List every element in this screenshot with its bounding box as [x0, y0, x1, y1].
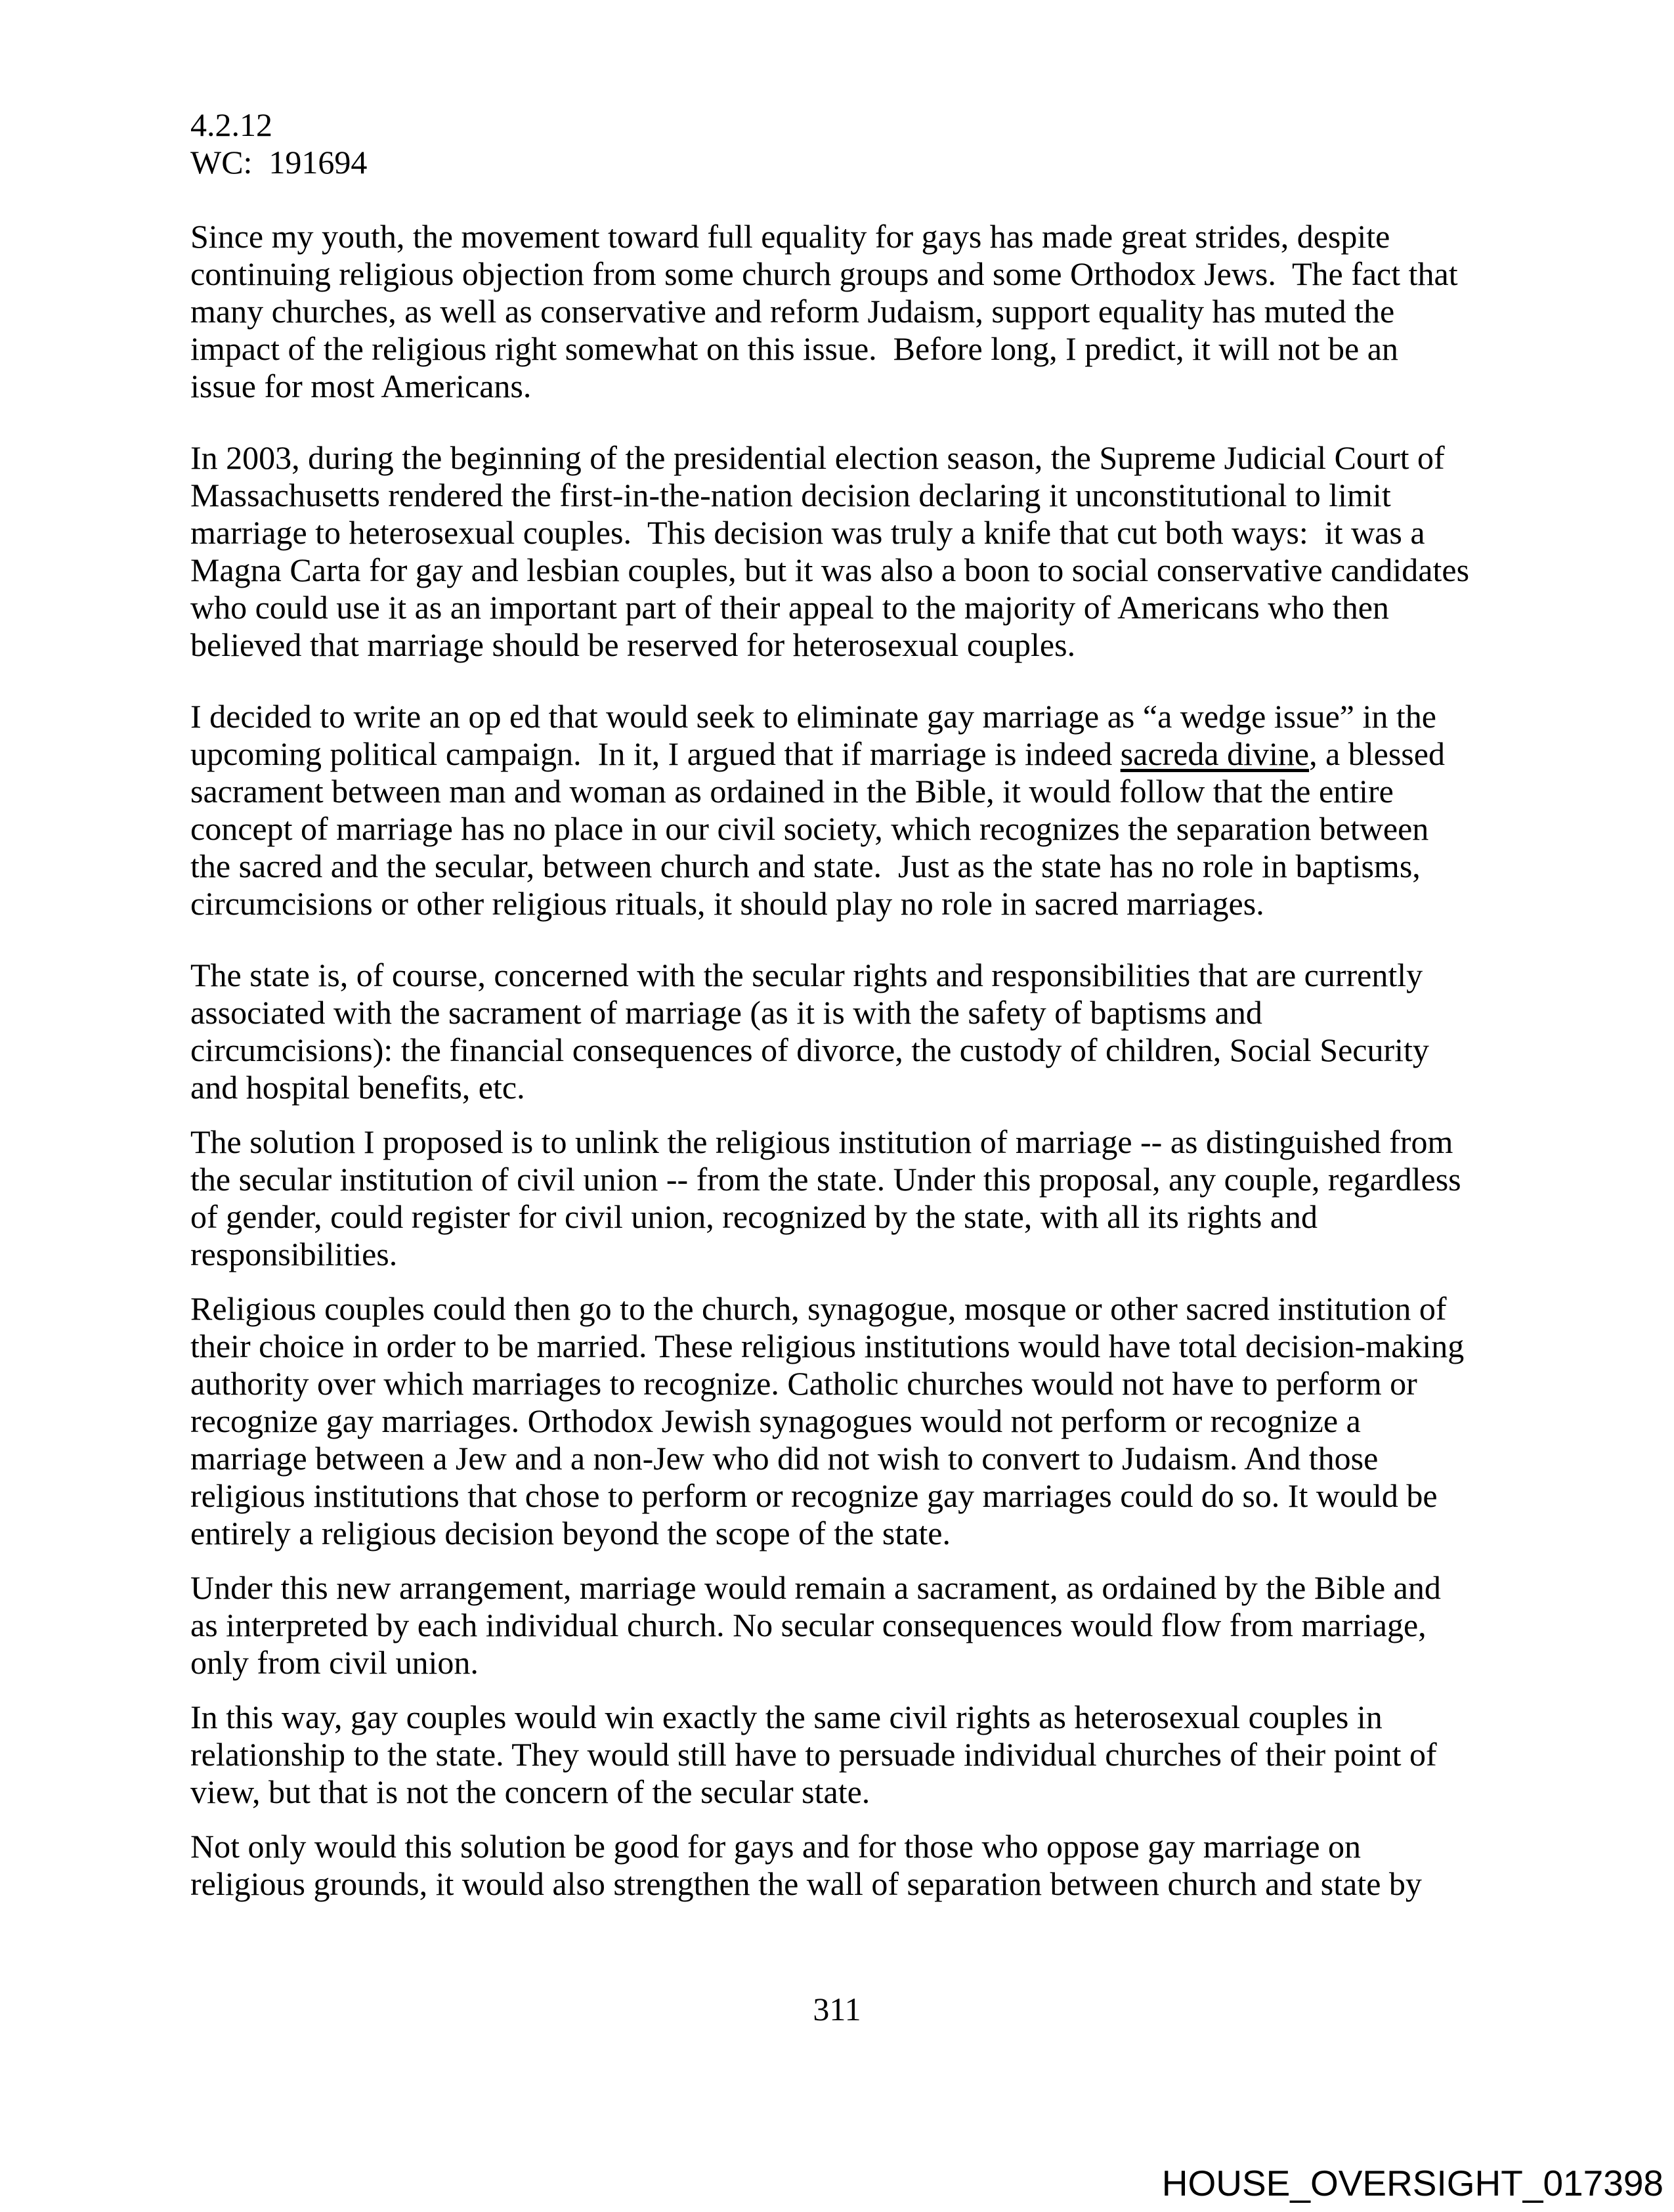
paragraph-state-concerns: The state is, of course, concerned with the secular rights and responsibilities that are currently associated with the sacrament of marriage (as it is with the safety of baptisms and circumcisions): the financial consequences of divorce, the custody of children, Social Security and hospital benefits, etc. [190, 957, 1438, 1106]
paragraph-in-this-way: In this way, gay couples would win exactly the same civil rights as heterosexual couples in relationship to the state. They would still have to persuade individual churches of their point of view, but that is not the concern of the secular state. [190, 1699, 1446, 1810]
paragraph-op-ed-segment-2: , a blessed sacrament between man and woman as ordained in the Bible, it would follow that the entire concept of marriage has no place in our civil society, which recognizes the separation between the sacred and the secular, between church and state. Just as the state has no role in baptisms, circumcisions or other religious rituals, it should play no role in sacred marriages. [190, 735, 1453, 922]
paragraph-since-my-youth: Since my youth, the movement toward full equality for gays has made great strides, despite continuing religious objection from some church groups and some Orthodox Jews. The fact that many churches, as well as conservative and reform Judaism, support equality has muted the impact of the religious right somewhat on this issue. Before long, I predict, it will not be an issue for most Americans. [190, 218, 1467, 404]
paragraph-not-only: Not only would this solution be good for gays and for those who oppose gay marriage on religious grounds, it would also strengthen the wall of separation between church and state by [190, 1828, 1422, 1902]
document-header [190, 106, 1470, 181]
bates-stamp: HOUSE_OVERSIGHT_017398 [1161, 2163, 1663, 2203]
paragraph-new-arrangement: Under this new arrangement, marriage would remain a sacrament, as ordained by the Bible and as interpreted by each individual church. No secular consequences would flow from marriage, only from civil union. [190, 1569, 1449, 1681]
paragraph-in-2003: In 2003, during the beginning of the presidential election season, the Supreme Judicial Court of Massachusetts rendered the first-in-the-nation decision declaring it unconstitutional to limit marriage to heterosexual couples. This decision was truly a knife that cut both ways: it was a Magna Carta for gay and lesbian couples, but it was also a boon to social conservative candidates who could use it as an important part of their appeal to the majority of Americans who then believed that marriage should be reserved for heterosexual couples. [190, 439, 1478, 663]
underlined-phrase-sacreda-divine: sacreda divine [1120, 735, 1310, 772]
page-content [190, 106, 1478, 1903]
header-date: 4.2.12 [190, 106, 272, 143]
paragraph-op-ed-segment-1: I decided to write an op ed that would seek to eliminate gay marriage as “a wedge issue” in the upcoming political campaign. In it, I argued that if marriage is indeed [190, 698, 1445, 772]
paragraph-religious-couples: Religious couples could then go to the church, synagogue, mosque or other sacred institution of their choice in order to be married. These religious institutions would have total decision-making authority over which marriages to recognize. Catholic churches would not have to perform or recognize gay marriages. Orthodox Jewish synagogues would not perform or recognize a marriage between a Jew and a non-Jew who did not wish to convert to Judaism. And those religious institutions that chose to perform or recognize gay marriages could do so. It would be entirely a religious decision beyond the scope of the state. [190, 1290, 1472, 1551]
paragraph-op-ed [190, 698, 1470, 922]
paragraph-solution-unlink: The solution I proposed is to unlink the religious institution of marriage -- as distinguished from the secular institution of civil union -- from the state. Under this proposal, any couple, regardless of gender, could register for civil union, recognized by the state, with all its rights and responsibilities. [190, 1123, 1470, 1272]
page-number: 311 [813, 1991, 861, 2028]
header-word-count: WC: 191694 [190, 144, 368, 181]
